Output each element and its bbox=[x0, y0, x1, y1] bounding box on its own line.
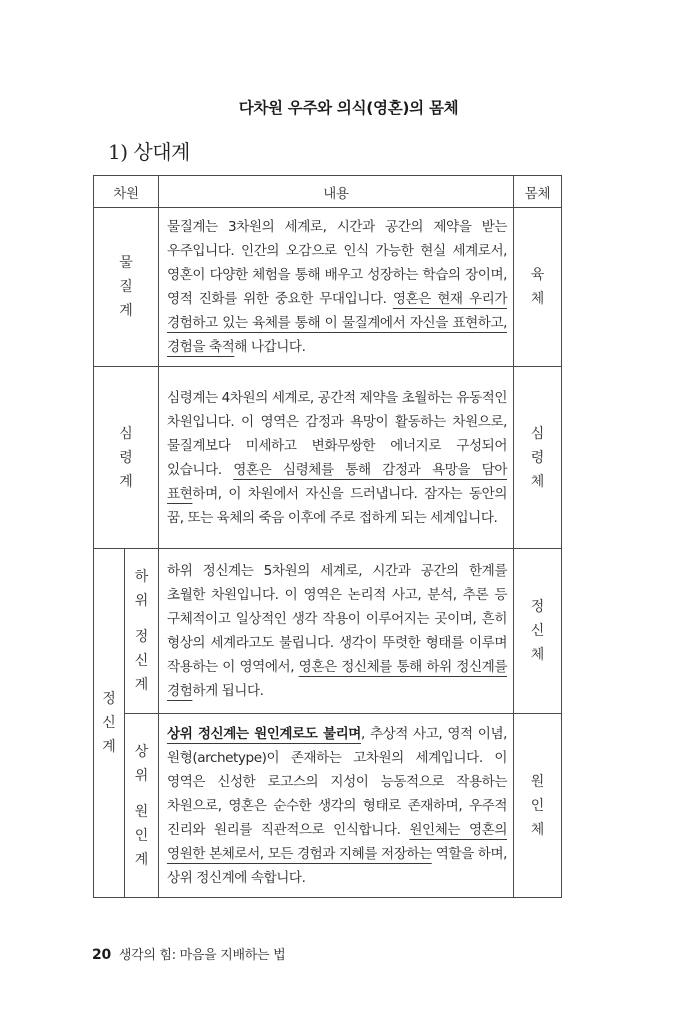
content-cell-astral bbox=[159, 367, 514, 549]
dimension-char: 계 bbox=[102, 739, 116, 755]
body-char: 령 bbox=[530, 449, 545, 466]
dimension-char: 신 bbox=[102, 715, 116, 731]
body-char: 정 bbox=[530, 599, 545, 615]
subdimension-char: 상 bbox=[134, 743, 149, 760]
subdimension-char: 하 bbox=[134, 569, 149, 585]
underlined-text: 영혼은 심령체를 통해 감정과 욕망을 담아 표현 bbox=[167, 461, 508, 502]
content-text: 역할을 하며, 상위 정신계에 속합니다. bbox=[167, 845, 507, 886]
dimension-char: 령 bbox=[119, 449, 133, 466]
content-text: 하위 정신계는 5차원의 세계로, 시간과 공간의 한계를 초월한 차원입니다. 이 영역은 논리적 사고, 분석, 추론 등 구체적이고 일상적인 생각 작용이 이루어지는 곳이며, 흔히 형상의 세계라고도 불립니다. 생각이 뚜렷한 형태를 이루며 작용하는 이 영역에서, bbox=[167, 563, 508, 675]
dimension-char: 계 bbox=[119, 303, 133, 319]
subdimension-char: 원 bbox=[134, 803, 149, 820]
content-paragraph bbox=[167, 386, 507, 530]
book-title: 생각의 힘: 마음을 지배하는 법 bbox=[118, 948, 286, 963]
body-cell-lower-mental bbox=[514, 549, 562, 714]
header-content: 내용 bbox=[159, 176, 514, 208]
content-paragraph bbox=[167, 215, 507, 359]
body-cell-physical bbox=[514, 208, 562, 367]
realm-table-container bbox=[93, 175, 561, 898]
page-number: 20 bbox=[92, 947, 111, 963]
body-char: 심 bbox=[530, 425, 545, 442]
page-title: 다차원 우주와 의식(영혼)의 몸체 bbox=[238, 99, 459, 117]
dimension-cell-physical bbox=[94, 208, 159, 367]
underlined-text: 원인체는 영혼의 영원한 본체로서, 모든 경험과 지혜를 저장하는 bbox=[167, 821, 508, 862]
body-char: 체 bbox=[530, 821, 545, 838]
body-char: 원 bbox=[530, 773, 545, 790]
dimension-char: 심 bbox=[119, 425, 133, 442]
content-paragraph bbox=[167, 722, 507, 890]
realm-table bbox=[93, 175, 562, 898]
subdimension-char: 위 bbox=[134, 767, 149, 784]
subdimension-cell-causal bbox=[125, 714, 159, 898]
content-cell-lower-mental bbox=[159, 549, 514, 714]
dimension-char: 질 bbox=[119, 279, 133, 295]
body-cell-astral bbox=[514, 367, 562, 549]
content-cell-physical bbox=[159, 208, 514, 367]
table-row-astral bbox=[94, 367, 562, 549]
bold-underlined-text: 상위 정신계는 원인계로도 불리며 bbox=[167, 725, 361, 742]
content-paragraph bbox=[167, 559, 507, 703]
body-char: 체 bbox=[530, 473, 545, 490]
body-char: 인 bbox=[530, 797, 545, 814]
subdimension-char: 위 bbox=[134, 593, 149, 609]
body-char: 체 bbox=[530, 647, 545, 663]
underlined-text: 영혼은 정신체를 통해 하위 정신계를 경험 bbox=[167, 659, 508, 699]
header-dimension: 차원 bbox=[94, 176, 159, 208]
section-heading: 1) 상대계 bbox=[108, 140, 190, 164]
table-header-row bbox=[94, 176, 562, 208]
subdimension-char: 계 bbox=[134, 677, 149, 693]
subdimension-char: 정 bbox=[134, 629, 149, 645]
content-text: 하며, 이 차원에서 자신을 드러냅니다. 잠자는 동안의 꿈, 또는 육체의 죽음 이후에 주로 접하게 되는 세계입니다. bbox=[167, 485, 508, 526]
subdimension-cell-lower-mental bbox=[125, 549, 159, 714]
subdimension-char: 계 bbox=[134, 851, 149, 868]
table-row-lower-mental bbox=[94, 549, 562, 714]
header-body: 몸체 bbox=[514, 176, 562, 208]
dimension-char: 정 bbox=[102, 691, 116, 707]
content-text: 심령계는 4차원의 세계로, 공간적 제약을 초월하는 유동적인 차원입니다. 이 영역은 감정과 욕망이 활동하는 차원으로, 물질계보다 미세하고 변화무쌍한 에너지로 구성되어 있습니다. bbox=[167, 389, 508, 478]
underlined-text: 영혼은 현재 우리가 경험하고 있는 육체를 통해 이 물질계에서 자신을 표현하고, 경험을 축적 bbox=[167, 291, 508, 355]
dimension-cell-astral bbox=[94, 367, 159, 549]
content-text: 하게 됩니다. bbox=[192, 683, 264, 699]
dimension-cell-mental-group bbox=[94, 549, 125, 898]
dimension-char: 물 bbox=[119, 255, 133, 271]
table-row-physical bbox=[94, 208, 562, 367]
body-char: 육 bbox=[530, 267, 545, 283]
body-char: 신 bbox=[530, 623, 545, 639]
body-char: 체 bbox=[530, 291, 545, 307]
content-cell-causal bbox=[159, 714, 514, 898]
content-text: , 추상적 사고, 영적 이념, 원형(archetype)이 존재하는 고차원의 세계입니다. 이 영역은 신성한 로고스의 지성이 능동적으로 작용하는 차원으로, 영혼은 순수한 생각의 형태로 존재하며, 우주적 진리와 원리를 직관적으로 인식합니다. bbox=[167, 725, 508, 838]
content-text: 해 나갑니다. bbox=[234, 339, 306, 355]
dimension-char: 계 bbox=[119, 473, 133, 490]
subdimension-char: 인 bbox=[134, 827, 149, 844]
body-cell-causal bbox=[514, 714, 562, 898]
page-footer bbox=[92, 944, 285, 963]
table-row-causal bbox=[94, 714, 562, 898]
content-text: 물질계는 3차원의 세계로, 시간과 공간의 제약을 받는 우주입니다. 인간의 오감으로 인식 가능한 현실 세계로서, 영혼이 다양한 체험을 통해 배우고 성장하는 학습의 장이며, 영적 진화를 위한 중요한 무대입니다. bbox=[167, 219, 508, 307]
subdimension-char: 신 bbox=[134, 653, 149, 669]
